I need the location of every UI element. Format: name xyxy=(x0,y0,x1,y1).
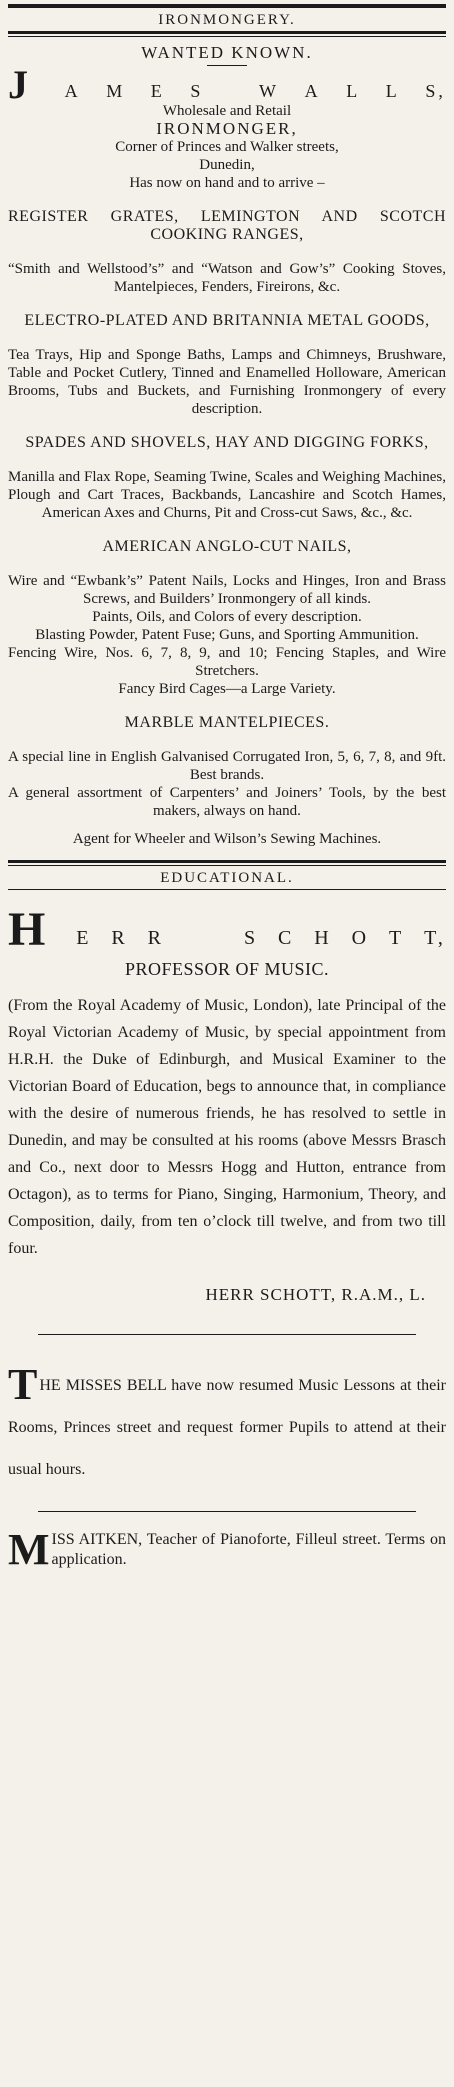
ad-heading: SPADES AND SHOVELS, HAY AND DIGGING FORKS, xyxy=(25,434,429,451)
name-letter: W xyxy=(259,81,279,101)
name-letter: T, xyxy=(424,927,446,949)
name-initial: J xyxy=(8,62,31,107)
ad-paragraph: Wire and “Ewbank’s” Patent Nails, Locks and Hinges, Iron and Brass Screws, and Builders’ Ironmongery of all kinds. xyxy=(8,573,446,607)
name-letter: A xyxy=(64,81,81,101)
misses-bell-ad xyxy=(8,1360,446,1491)
ad-initial: M xyxy=(8,1525,50,1574)
name-letter: C xyxy=(277,927,295,949)
ad-body: HE MISSES BELL have now resumed Music Lessons at their Rooms, Princes street and request former Pupils to attend at their usual hours. xyxy=(8,1377,446,1478)
section-title-ironmongery: IRONMONGERY. xyxy=(158,12,296,28)
name-letter: H xyxy=(314,927,332,949)
miss-aitken-text xyxy=(8,1525,446,1574)
top-rule xyxy=(8,4,446,8)
section-rule xyxy=(8,889,446,890)
misses-bell-text xyxy=(8,1360,446,1491)
ad-rule xyxy=(38,1334,416,1335)
ad-line: Wholesale and Retail xyxy=(162,103,292,119)
professor-signature: HERR SCHOTT, R.A.M., L. xyxy=(205,1285,426,1304)
ad-heading: MARBLE MANTELPIECES. xyxy=(124,714,330,731)
ad-line: Dunedin, xyxy=(199,157,255,173)
ad-rule xyxy=(38,1511,416,1512)
name-letter: S xyxy=(243,927,259,949)
agent-line: Agent for Wheeler and Wilson’s Sewing Machines. xyxy=(72,831,382,847)
ad-heading: ELECTRO-PLATED AND BRITANNIA METAL GOODS, xyxy=(24,312,430,329)
name-letter: A xyxy=(304,81,321,101)
miss-aitken-ad xyxy=(8,1525,446,1574)
name-letter: O xyxy=(351,927,370,949)
ad-heading: REGISTER GRATES, LEMINGTON AND SCOTCH COOKING RANGES, xyxy=(8,208,446,243)
name-letter: E xyxy=(76,927,92,949)
ad-paragraph: Manilla and Flax Rope, Seaming Twine, Scales and Weighing Machines, Plough and Cart Traces, Backbands, Lancashire and Scotch Hames, American Axes and Churns, Pit and Cross-cut Saws, &c., &c. xyxy=(8,469,446,521)
name-letter: S xyxy=(190,81,204,101)
newspaper-column xyxy=(0,4,454,2087)
ad-paragraph: A general assortment of Carpenters’ and Joiners’ Tools, by the best makers, always on hand. xyxy=(8,785,446,819)
name-letter: T xyxy=(389,927,405,949)
ad-line: Corner of Princes and Walker streets, xyxy=(115,139,339,155)
name-letter: S, xyxy=(425,81,446,101)
wanted-known-heading: WANTED KNOWN. xyxy=(141,43,313,62)
advertiser-name xyxy=(8,62,446,107)
ad-paragraph: Fencing Wire, Nos. 6, 7, 8, 9, and 10; Fencing Staples, and Wire Stretchers. xyxy=(8,645,446,679)
section-rule xyxy=(8,860,446,866)
name-letter: R xyxy=(111,927,128,949)
name-letter: L xyxy=(346,81,361,101)
professor-body: (From the Royal Academy of Music, London), late Principal of the Royal Victorian Academy of Music, by special appointment from H.R.H. the Duke of Edinburgh, and Musical Examiner to the Victorian Board of Education, begs to announce that, in compliance with the desire of numerous friends, he has resolved to settle in Dunedin, and may be consulted at his rooms (above Messrs Brasch and Co., next door to Messrs Hogg and Hutton, entrance from Octagon), as to terms for Piano, Singing, Harmonium, Theory, and Composition, daily, from ten o’clock till twelve, and from two till four. xyxy=(8,997,446,1257)
ad-paragraph: “Smith and Wellstood’s” and “Watson and Gow’s” Cooking Stoves, Mantelpieces, Fenders, Fireirons, &c. xyxy=(8,261,446,295)
ad-initial: T xyxy=(8,1360,38,1409)
ad-body: ISS AITKEN, Teacher of Pianoforte, Filleul street. Terms on application. xyxy=(51,1531,446,1568)
name-letter: L xyxy=(385,81,400,101)
ad-paragraph: Fancy Bird Cages—a Large Variety. xyxy=(118,681,336,697)
section-rule xyxy=(8,31,446,37)
ad-paragraph: A special line in English Galvanised Corrugated Iron, 5, 6, 7, 8, and 9ft. Best brands. xyxy=(8,749,446,783)
ad-line: Has now on hand and to arrive – xyxy=(129,175,325,191)
ad-paragraph: Paints, Oils, and Colors of every description. xyxy=(92,609,362,625)
name-letter: E xyxy=(150,81,165,101)
section-title-educational: EDUCATIONAL. xyxy=(160,870,294,886)
ad-line: IRONMONGER, xyxy=(156,119,298,138)
short-rule xyxy=(207,65,247,66)
teacher-name xyxy=(8,903,446,956)
name-letter: R xyxy=(147,927,165,949)
professor-title: PROFESSOR OF MUSIC. xyxy=(124,959,330,979)
name-letter: M xyxy=(106,81,126,101)
name-initial: H xyxy=(8,903,49,956)
ad-paragraph: Blasting Powder, Patent Fuse; Guns, and Sporting Ammunition. xyxy=(35,627,419,643)
ad-heading: AMERICAN ANGLO-CUT NAILS, xyxy=(102,538,352,555)
ad-paragraph: Tea Trays, Hip and Sponge Baths, Lamps and Chimneys, Brushware, Table and Pocket Cutlery, Tinned and Enamelled Holloware, American Brooms, Tubs and Buckets, and Furnishing Ironmongery of every description. xyxy=(8,347,446,417)
